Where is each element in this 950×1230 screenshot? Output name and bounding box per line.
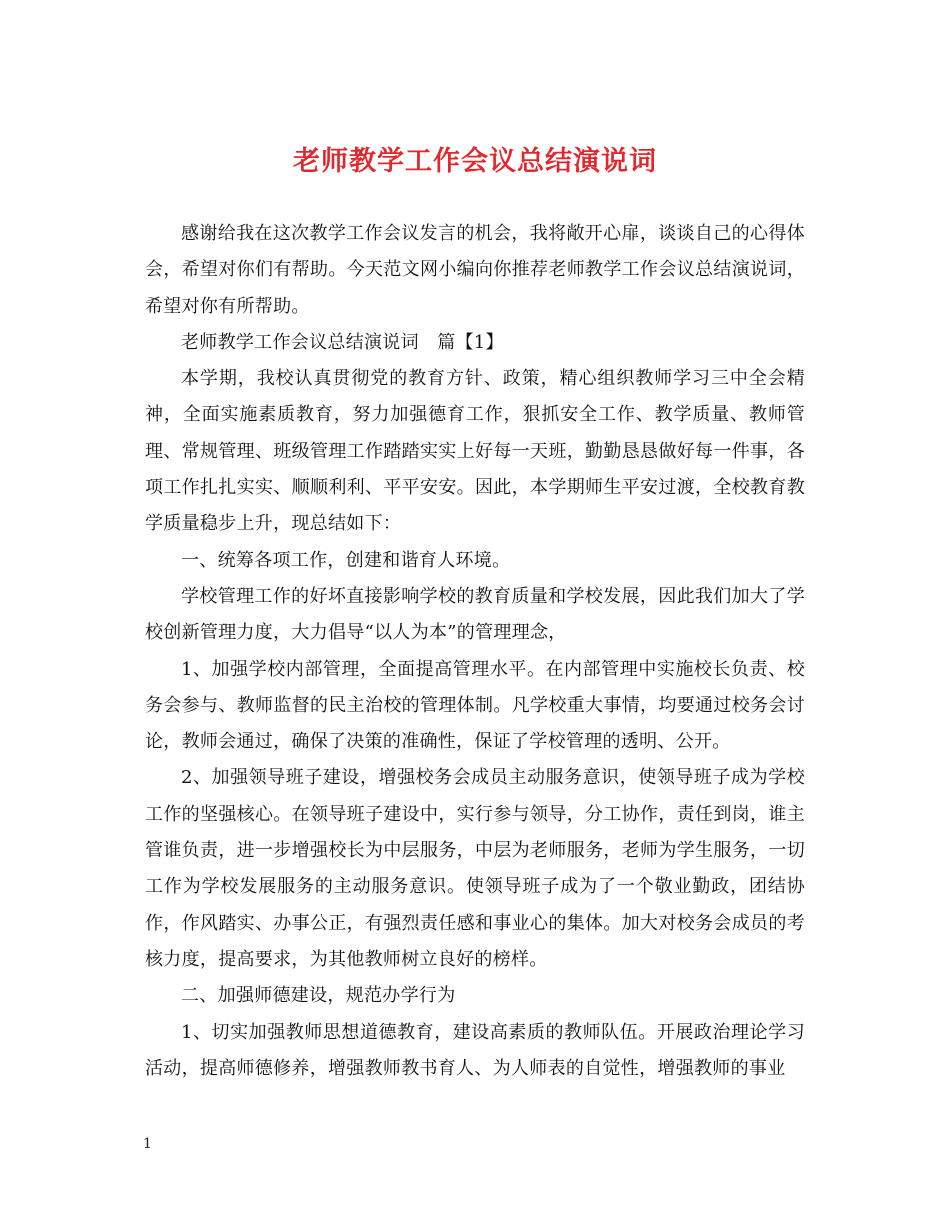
paragraph-moral-education: 1、切实加强教师思想道德教育，建设高素质的教师队伍。开展政治理论学习活动，提高师德修养，增强教师教书育人、为人师表的自觉性，增强教师的事业 <box>145 1021 805 1079</box>
section-heading-part-1: 老师教学工作会议总结演说词 篇【1】 <box>181 331 504 353</box>
paragraph-management: 学校管理工作的好坏直接影响学校的教育质量和学校发展，因此我们加大了学校创新管理力度，大力倡导“以人为本”的管理理念， <box>145 585 805 644</box>
page-number: 1 <box>143 1136 152 1152</box>
paragraph-internal-management: 1、加强学校内部管理，全面提高管理水平。在内部管理中实施校长负责、校务会参与、教师监督的民主治校的管理体制。凡学校重大事情，均要通过校务会讨论，教师会通过，确保了决策的准确性，保证了学校管理的透明、公开。 <box>145 658 805 753</box>
heading-coordinate-work: 一、统筹各项工作，创建和谐育人环境。 <box>181 549 511 571</box>
paragraph-leadership: 2、加强领导班子建设，增强校务会成员主动服务意识，使领导班子成为学校工作的坚强核心。在领导班子建设中，实行参与领导，分工协作，责任到岗，谁主管谁负责，进一步增强校长为中层服务，中层为老师服务，老师为学生服务，一切工作为学校发展服务的主动服务意识。使领导班子成为了一个敬业勤政，团结协作，作风踏实、办事公正，有强烈责任感和事业心的集体。加大对校务会成员的考核力度，提高要求，为其他教师树立良好的榜样。 <box>145 767 805 970</box>
document-body <box>145 216 805 1087</box>
heading-teacher-ethics: 二、加强师德建设，规范办学行为 <box>181 985 456 1007</box>
paragraph-semester-summary: 本学期，我校认真贯彻党的教育方针、政策，精心组织教师学习三中全会精神，全面实施素质教育，努力加强德育工作，狠抓安全工作、教学质量、教师管理、常规管理、班级管理工作踏踏实实上好每一天班，勤勤恳恳做好每一件事，各项工作扎扎实实、顺顺利利、平平安安。因此，本学期师生平安过渡，全校教育教学质量稳步上升，现总结如下： <box>145 368 805 535</box>
document-title: 老师教学工作会议总结演说词 <box>293 146 657 177</box>
paragraph-intro: 感谢给我在这次教学工作会议发言的机会，我将敞开心扉，谈谈自己的心得体会，希望对你们有帮助。今天范文网小编向你推荐老师教学工作会议总结演说词，希望对你有所帮助。 <box>145 223 805 317</box>
